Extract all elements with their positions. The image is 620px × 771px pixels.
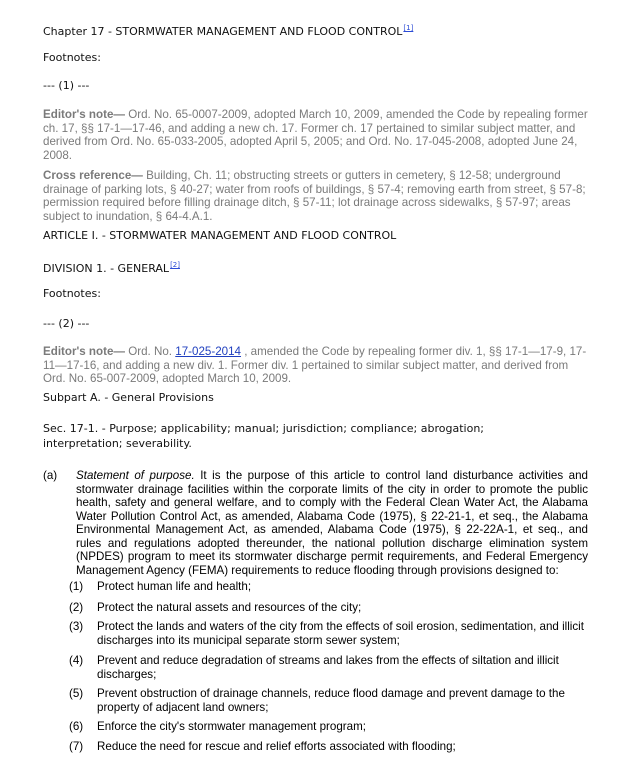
footnote-1-marker: --- (1) --- — [43, 79, 90, 92]
list-item-text: Prevent obstruction of drainage channels, reduce flood damage and prevent damage to the property of adjacent land owners; — [97, 687, 565, 714]
division-title-text: DIVISION 1. - GENERAL — [43, 262, 170, 275]
subpart-title: Subpart A. - General Provisions — [43, 391, 214, 404]
list-item — [69, 580, 584, 594]
footnotes-label-1: Footnotes: — [43, 51, 101, 64]
list-item-text: Prevent and reduce degradation of streams and lakes from the effects of siltation and illicit discharges; — [97, 654, 559, 681]
list-item-text: Protect human life and health; — [97, 580, 252, 593]
footnote-2-marker: --- (2) --- — [43, 317, 90, 330]
list-item-number: (3) — [69, 620, 84, 633]
list-item — [69, 601, 584, 615]
article-title: ARTICLE I. - STORMWATER MANAGEMENT AND FLOOD CONTROL — [43, 229, 397, 242]
list-item — [69, 740, 584, 754]
list-item-number: (7) — [69, 740, 84, 753]
list-item-number: (1) — [69, 580, 84, 593]
list-item — [69, 720, 584, 734]
cross-reference-text: Building, Ch. 11; obstructing streets or gutters in cemetery, § 12-58; underground drainage of parking lots, § 40-27; water from roofs of buildings, § 57-4; removing earth from street, § 57-8; permission required before filling drainage ditch, § 57-11; lot drainage across sidewalks, § 57-97; areas subject to inundation, § 64-4.A.1. — [43, 169, 586, 223]
list-item — [69, 687, 584, 714]
editors-note-2-label: Editor's note— — [43, 345, 125, 358]
cross-reference-label: Cross reference— — [43, 169, 143, 182]
ordinance-link[interactable]: 17-025-2014 — [175, 345, 242, 358]
list-item — [69, 620, 584, 647]
section-title: Sec. 17-1. - Purpose; applicability; manual; jurisdiction; compliance; abrogation; interpretation; severability. — [43, 422, 484, 450]
editors-note-1-label: Editor's note— — [43, 108, 125, 121]
editors-note-2-text-before: Ord. No. — [124, 345, 176, 358]
list-item — [69, 654, 584, 681]
list-item-text: Reduce the need for rescue and relief efforts associated with flooding; — [97, 740, 456, 753]
editors-note-1 — [43, 108, 588, 162]
footnote-link-2[interactable]: [2] — [170, 261, 180, 269]
paragraph-a-text: It is the purpose of this article to control land disturbance activities and stormwater drainage facilities within the corporate limits of the city in order to promote the public health, safety and general welfare, and to comply with the Federal Clean Water Act, the Alabama Water Pollution Control Act, as amended, Alabama Code (1975), § 22-21-1, et seq., the Alabama Environmental Management Act, as amended, Alabama Code (1975), § 22-22A-1, et seq., and rules and regulations adopted thereunder, the national pollution discharge elimination system (NPDES) program to meet its stormwater discharge permit requirements, and Federal Emergency Management Agency (FEMA) requirements to reduce flooding through provisions designed to: — [76, 469, 588, 577]
editors-note-2 — [43, 345, 588, 386]
division-title — [43, 258, 180, 276]
footnotes-label-2: Footnotes: — [43, 287, 101, 300]
list-item-number: (5) — [69, 687, 84, 700]
paragraph-a-heading: Statement of purpose. — [76, 469, 195, 482]
cross-reference — [43, 169, 588, 223]
list-item-text: Enforce the city's stormwater management program; — [97, 720, 366, 733]
list-item-text: Protect the lands and waters of the city from the effects of soil erosion, sedimentation, and illicit discharges into its municipal separate storm sewer system; — [97, 620, 584, 647]
paragraph-a-body — [76, 469, 588, 577]
list-item-number: (4) — [69, 654, 84, 667]
chapter-title — [43, 21, 413, 39]
footnote-link-1[interactable]: [1] — [403, 24, 414, 32]
list-item-number: (6) — [69, 720, 84, 733]
editors-note-2-text-after: , amended the Code by repealing former div. 1, §§ 17-1—17-9, 17-11—17-16, and adding a new div. 1. Former div. 1 pertained to similar subject matter, and derived from Ord. No. 65-007-2009, adopted March 10, 2009. — [43, 345, 587, 385]
editors-note-1-text: Ord. No. 65-0007-2009, adopted March 10, 2009, amended the Code by repealing former ch. 17, §§ 17-1—17-46, and adding a new ch. 17. Former ch. 17 pertained to similar subject matter, and derived from Ord. No. 65-033-2005, adopted April 5, 2005; and Ord. No. 17-045-2008, adopted June 24, 2008. — [43, 108, 588, 162]
list-item-number: (2) — [69, 601, 84, 614]
paragraph-a-label: (a) — [43, 469, 58, 482]
list-item-text: Protect the natural assets and resources of the city; — [97, 601, 362, 614]
paragraph-a — [43, 469, 588, 577]
chapter-title-text: Chapter 17 - STORMWATER MANAGEMENT AND FLOOD CONTROL — [43, 25, 403, 38]
